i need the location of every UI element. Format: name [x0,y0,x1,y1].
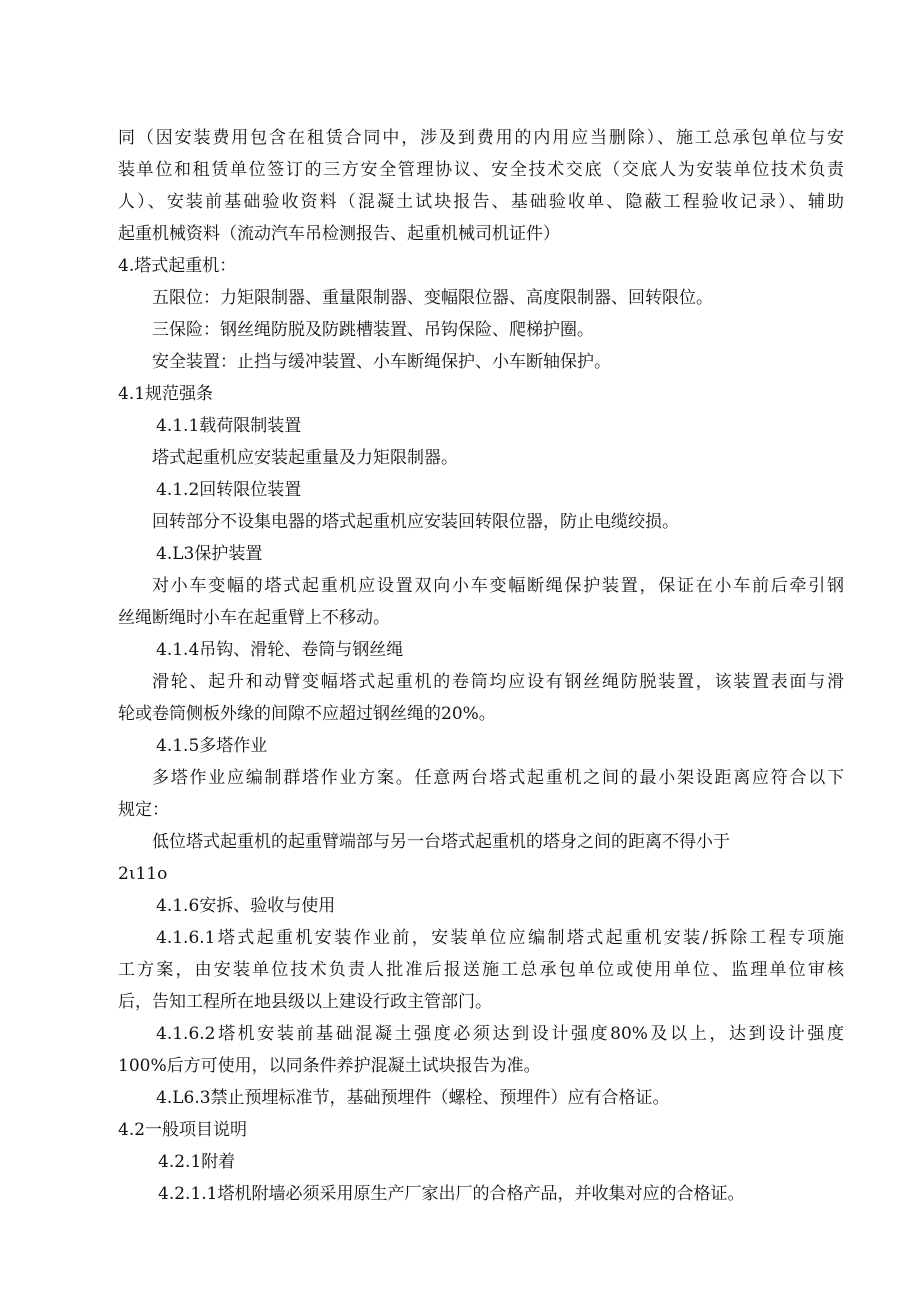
paragraph-line: 工方案，由安装单位技术负责人批准后报送施工总承包单位或使用单位、监理单位审核 [118,960,844,980]
paragraph-line: 低位塔式起重机的起重臂端部与另一台塔式起重机的塔身之间的距离不得小于 [152,832,730,852]
subsection-heading-4-1-6: 4.1.6安拆、验收与使用 [156,896,336,916]
section-heading-4-1: 4.1规范强条 [118,384,214,404]
paragraph-line: 2ι11o [118,864,168,884]
paragraph-line: 塔式起重机应安装起重量及力矩限制器。 [152,448,458,468]
paragraph-line: 滑轮、起升和动臂变幅塔式起重机的卷筒均应设有钢丝绳防脱装置，该装置表面与滑 [152,672,844,692]
three-insurances-line: 三保险：钢丝绳防脱及防跳槽装置、吊钩保险、爬梯护圈。 [152,320,594,340]
paragraph-line: 同（因安装费用包含在租赁合同中，涉及到费用的内用应当删除）、施工总承包单位与安 [118,128,844,148]
section-heading-4-2: 4.2一般项目说明 [118,1120,248,1140]
paragraph-line: 4.L6.3禁止预埋标准节，基础预埋件（螺栓、预埋件）应有合格证。 [156,1088,670,1108]
paragraph-line: 装单位和租赁单位签订的三方安全管理协议、安全技术交底（交底人为安装单位技术负责 [118,160,844,180]
paragraph-line: 丝绳断绳时小车在起重臂上不移动。 [118,608,390,628]
section-heading-4: 4.塔式起重机： [118,256,237,276]
subsection-heading-4-1-5: 4.1.5多塔作业 [156,736,268,756]
paragraph-line: 对小车变幅的塔式起重机应设置双向小车变幅断绳保护装置，保证在小车前后牵引钢 [152,576,844,596]
paragraph-line: 4.1.6.1塔式起重机安装作业前，安装单位应编制塔式起重机安装/拆除工程专项施 [156,928,844,948]
subsection-heading-4-2-1: 4.2.1附着 [158,1152,236,1172]
subsection-heading-4-1-2: 4.1.2回转限位装置 [156,480,302,500]
paragraph-line: 回转部分不设集电器的塔式起重机应安装回转限位器，防止电缆绞损。 [152,512,679,532]
subsection-heading-4-1-3: 4.L3保护装置 [156,544,263,564]
subsection-heading-4-1-4: 4.1.4吊钩、滑轮、卷筒与钢丝绳 [156,640,404,660]
paragraph-line: 多塔作业应编制群塔作业方案。任意两台塔式起重机之间的最小架设距离应符合以下 [152,768,844,788]
paragraph-line: 4.1.6.2塔机安装前基础混凝土强度必须达到设计强度80%及以上，达到设计强度 [156,1024,844,1044]
paragraph-line: 规定： [118,800,169,820]
paragraph-line: 人）、安装前基础验收资料（混凝土试块报告、基础验收单、隐蔽工程验收记录）、辅助 [118,192,844,212]
paragraph-line: 4.2.1.1塔机附墙必须采用原生产厂家出厂的合格产品，并收集对应的合格证。 [158,1184,745,1204]
document-body [118,122,844,1210]
paragraph-line: 100%后方可使用，以同条件养护混凝土试块报告为准。 [118,1056,541,1076]
safety-devices-line: 安全装置：止挡与缓冲装置、小车断绳保护、小车断轴保护。 [152,352,611,372]
subsection-heading-4-1-1: 4.1.1载荷限制装置 [156,416,302,436]
paragraph-line: 后，告知工程所在地县级以上建设行政主管部门。 [118,992,492,1012]
paragraph-line: 起重机械资料（流动汽车吊检测报告、起重机械司机证件） [118,224,560,244]
paragraph-line: 轮或卷筒侧板外缘的间隙不应超过钢丝绳的20%。 [118,704,496,724]
five-limits-line: 五限位：力矩限制器、重量限制器、变幅限位器、高度限制器、回转限位。 [152,288,713,308]
